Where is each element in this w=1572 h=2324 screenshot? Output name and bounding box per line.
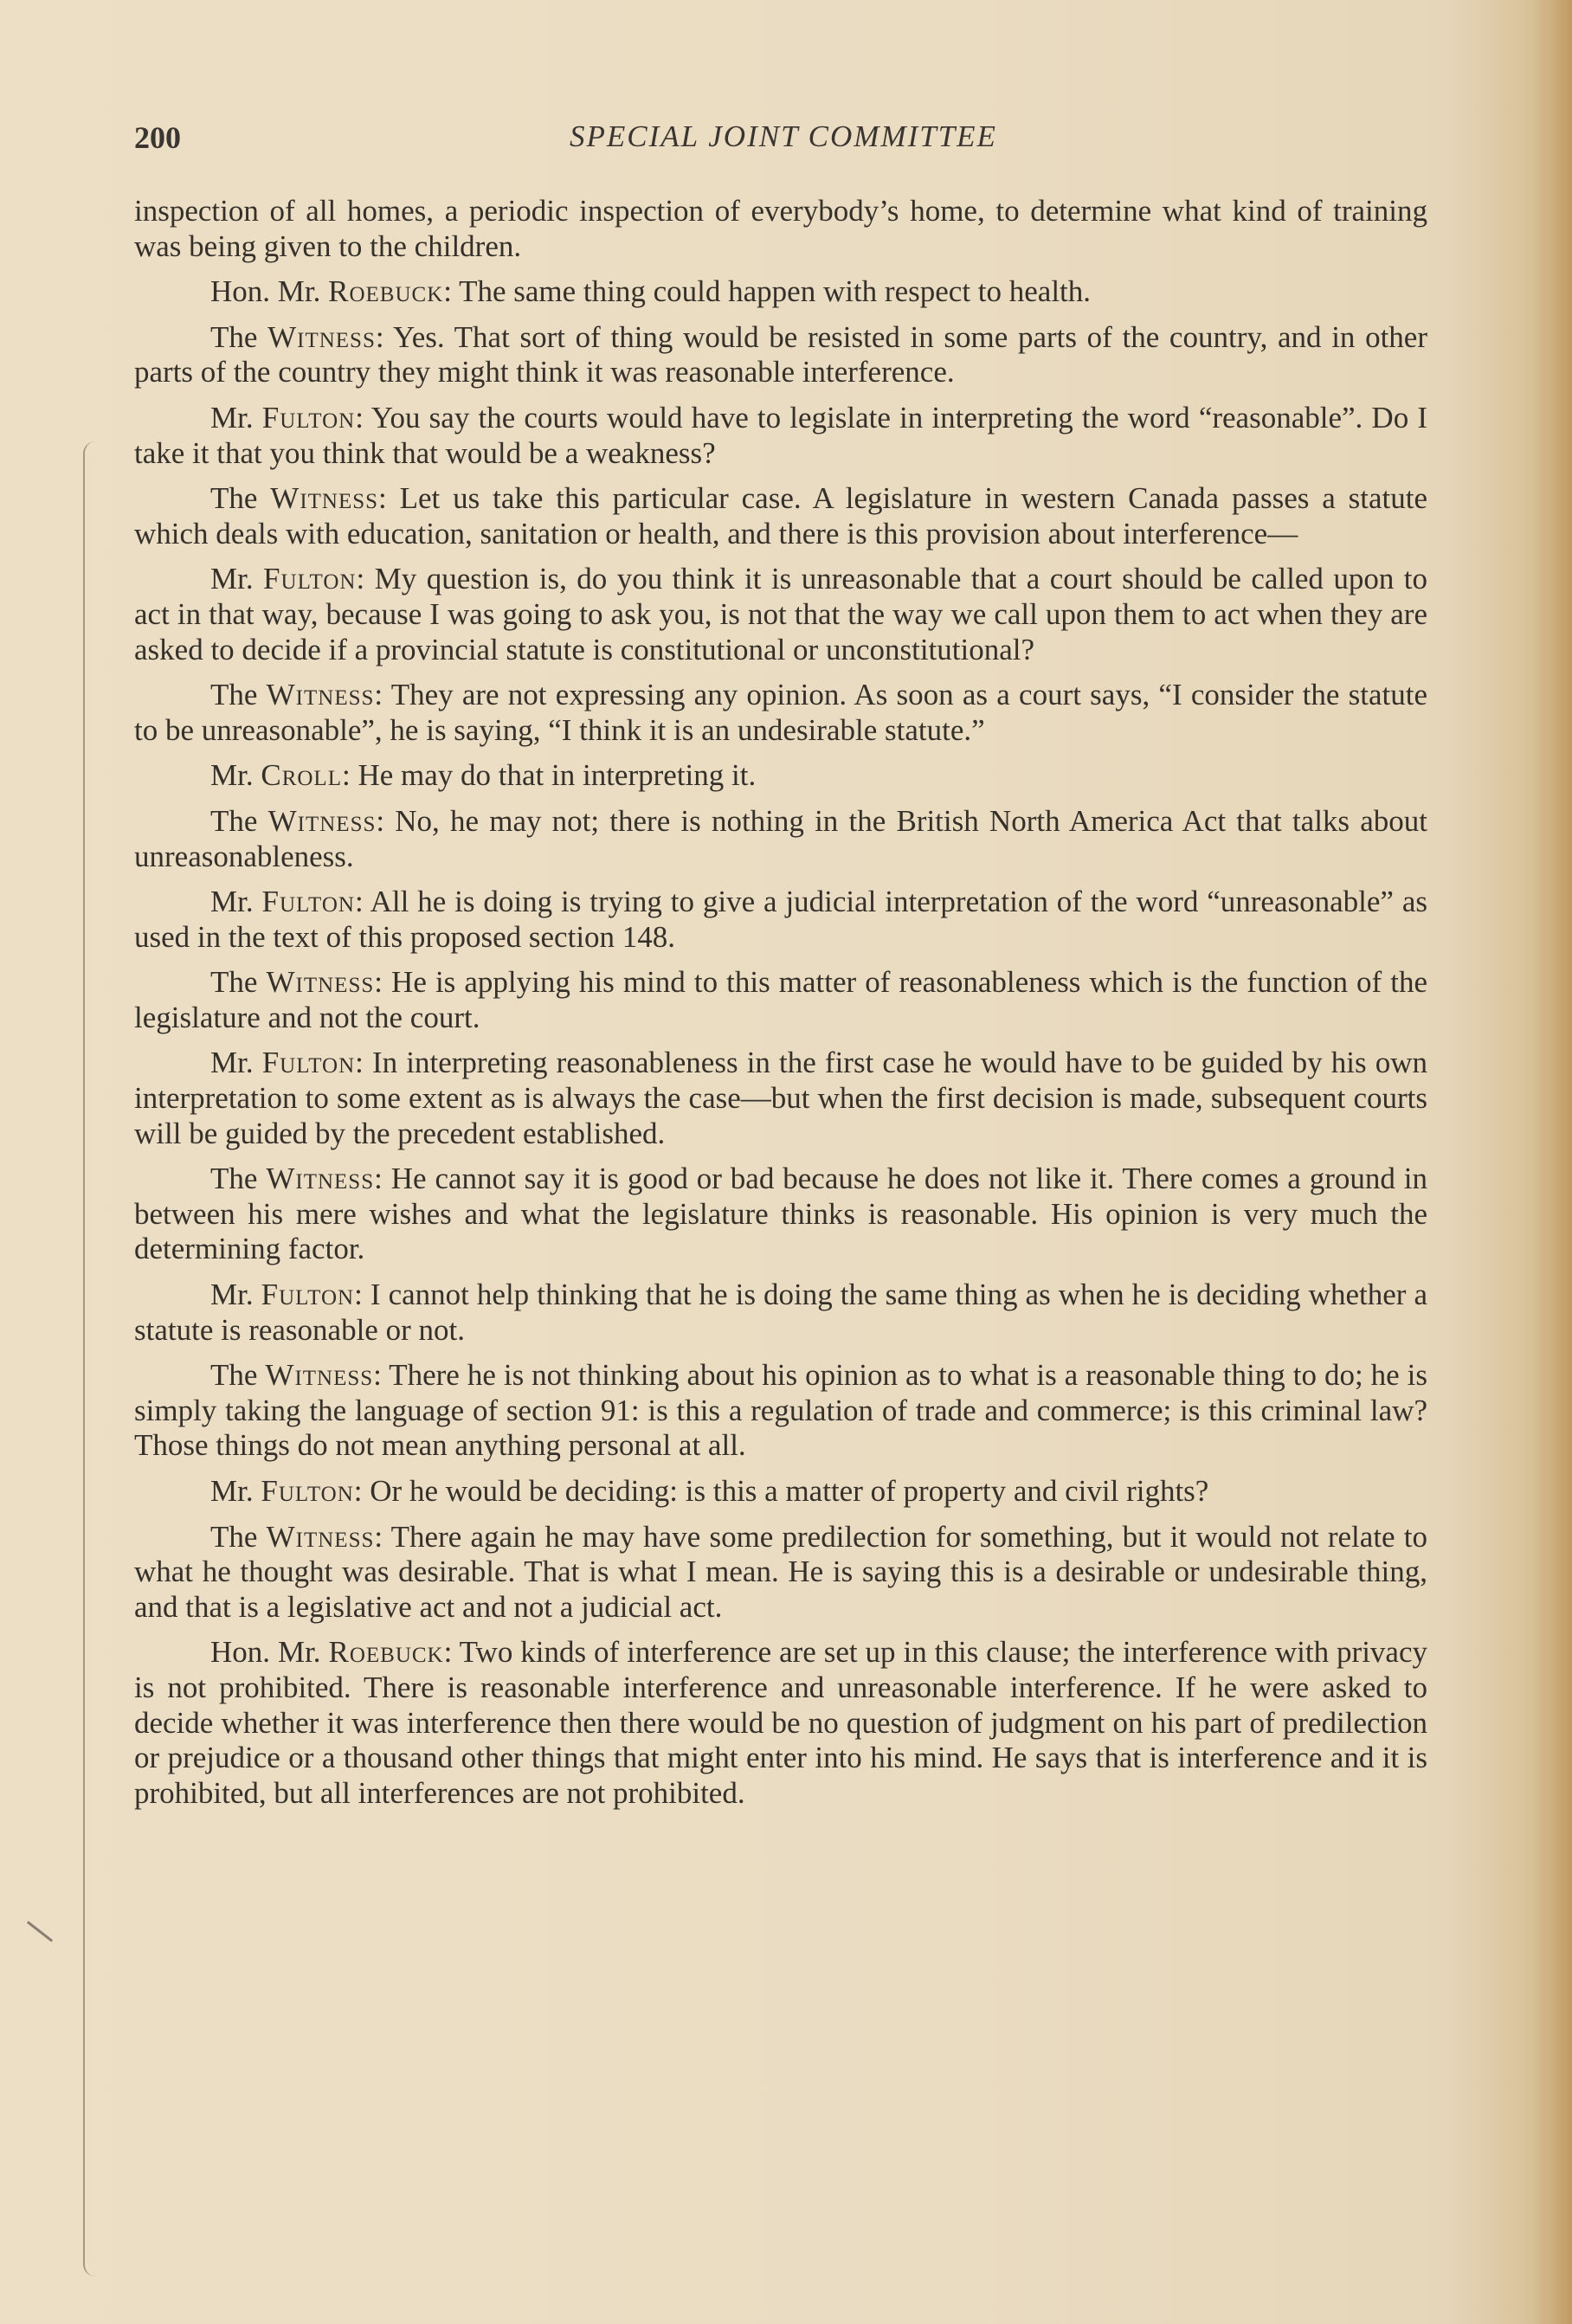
paragraph-text: : He may do that in interpreting it. xyxy=(341,758,757,793)
transcript-paragraph xyxy=(134,1162,1427,1267)
speaker-name: Fulton xyxy=(261,1474,354,1508)
speaker-title: The xyxy=(210,1162,267,1196)
speaker-name: Fulton xyxy=(261,400,356,435)
margin-pencil-mark xyxy=(27,1921,53,1942)
transcript-paragraph xyxy=(134,481,1427,551)
page-edge-shading xyxy=(1536,0,1572,2324)
speaker-name: Witness xyxy=(266,1519,375,1554)
page-header xyxy=(134,119,1433,163)
paragraph-text: : All he is doing is trying to give a judicial interpretation of the word “unreasonable” as used in the text of this proposed section 148. xyxy=(134,885,1427,954)
paragraph-text: : I cannot help thinking that he is doing the same thing as when he is deciding whether a statute is reasonable or not. xyxy=(134,1278,1427,1347)
speaker-title: Mr. xyxy=(210,562,264,596)
paragraph-text: inspection of all homes, a periodic inspection of everybody’s home, to determine what kind of training was being given to the children. xyxy=(134,194,1427,263)
transcript-paragraph xyxy=(134,1635,1427,1811)
speaker-title: Hon. Mr. xyxy=(210,1635,329,1670)
speaker-name: Croll xyxy=(261,758,342,793)
page-number: 200 xyxy=(134,120,181,155)
speaker-title: The xyxy=(210,965,267,1000)
speaker-name: Fulton xyxy=(261,1278,355,1312)
transcript-paragraph xyxy=(134,401,1427,471)
speaker-title: Mr. xyxy=(210,758,261,793)
running-title: SPECIAL JOINT COMMITTEE xyxy=(570,119,997,153)
transcript-paragraph xyxy=(134,1358,1427,1464)
paragraph-text: : They are not expressing any opinion. As soon as a court says, “I consider the statute to be unreasonable”, he is saying, “I think it is an undesirable statute.” xyxy=(134,678,1427,747)
paragraph-text: : My question is, do you think it is unreasonable that a court should be called upon to act in that way, because I was going to ask you, is not that the way we call upon them to act when they are asked to decide if a provincial statute is constitutional or unconstitutional? xyxy=(134,562,1427,666)
paragraph-text: : The same thing could happen with respect to health. xyxy=(443,274,1092,309)
paragraph-text: : He cannot say it is good or bad because he does not like it. There comes a ground in between his mere wishes and what the legislature thinks is reasonable. His opinion is very much the determining factor. xyxy=(134,1162,1427,1266)
transcript-paragraph xyxy=(134,758,1427,794)
speaker-title: Hon. Mr. xyxy=(210,274,329,309)
paragraph-text: : Yes. That sort of thing would be resisted in some parts of the country, and in other parts of the country they might think it was reasonable interference. xyxy=(134,319,1427,389)
speaker-title: The xyxy=(210,678,267,712)
paragraph-text: : You say the courts would have to legislate in interpreting the word “reasonable”. Do I take it that you think that would be a weakness? xyxy=(134,400,1427,470)
paragraph-text: : Or he would be deciding: is this a matter of property and civil rights? xyxy=(353,1474,1209,1508)
transcript-paragraph xyxy=(134,965,1427,1035)
transcript-paragraph xyxy=(134,1520,1427,1626)
speaker-title: Mr. xyxy=(210,1278,261,1312)
speaker-name: Witness xyxy=(267,803,377,838)
speaker-name: Fulton xyxy=(261,1046,356,1080)
transcript-body xyxy=(134,194,1427,1821)
transcript-paragraph xyxy=(134,678,1427,748)
paragraph-text: : Let us take this particular case. A legislature in western Canada passes a statute which deals with education, sanitation or health, and there is this provision about interference— xyxy=(134,481,1427,550)
speaker-title: The xyxy=(210,481,271,516)
transcript-paragraph xyxy=(134,1046,1427,1151)
transcript-paragraph xyxy=(134,194,1427,264)
transcript-paragraph xyxy=(134,274,1427,310)
speaker-title: Mr. xyxy=(210,885,262,919)
speaker-name: Fulton xyxy=(263,562,357,596)
speaker-name: Roebuck xyxy=(328,274,444,309)
transcript-paragraph xyxy=(134,1278,1427,1348)
paragraph-text: : He is applying his mind to this matter of reasonableness which is the function of the legislature and not the court. xyxy=(134,965,1428,1034)
speaker-name: Roebuck xyxy=(328,1635,444,1670)
margin-pencil-bracket xyxy=(83,441,111,2276)
speaker-title: Mr. xyxy=(210,1046,262,1080)
speaker-title: Mr. xyxy=(210,1474,261,1508)
speaker-name: Fulton xyxy=(261,885,355,919)
speaker-name: Witness xyxy=(270,481,379,516)
paragraph-text: : There he is not thinking about his opinion as to what is a reasonable thing to do; he is simply taking the language of section 91: is this a regulation of trade and commerce; is this criminal law? Those things do not mean anything personal at all. xyxy=(134,1358,1428,1463)
speaker-name: Witness xyxy=(266,965,375,1000)
transcript-paragraph xyxy=(134,804,1427,874)
paragraph-text: : No, he may not; there is nothing in the British North America Act that talks about unreasonableness. xyxy=(134,803,1427,873)
speaker-title: The xyxy=(210,1519,267,1554)
speaker-name: Witness xyxy=(265,1358,374,1393)
speaker-title: Mr. xyxy=(210,400,262,435)
speaker-title: The xyxy=(210,319,268,354)
speaker-name: Witness xyxy=(266,1162,375,1196)
transcript-paragraph xyxy=(134,885,1427,955)
transcript-paragraph xyxy=(134,320,1427,390)
transcript-paragraph xyxy=(134,1474,1427,1510)
speaker-title: The xyxy=(210,1358,266,1393)
paragraph-text: : In interpreting reasonableness in the first case he would have to be guided by his own interpretation to some extent as is always the case—but when the first decision is made, subsequent courts will be guided by the precedent established. xyxy=(134,1046,1427,1150)
transcript-paragraph xyxy=(134,562,1427,667)
speaker-name: Witness xyxy=(267,319,376,354)
speaker-title: The xyxy=(210,803,268,838)
paragraph-text: : There again he may have some predilection for something, but it would not relate to what he thought was desirable. That is what I mean. He is saying this is a desirable or undesirable thing, and that is a legislative act and not a judicial act. xyxy=(134,1519,1427,1624)
paragraph-text: : Two kinds of interference are set up in this clause; the interference with privacy is not prohibited. There is reasonable interference and unreasonable interference. If he were asked to decide whether it was interference then there would be no question of judgment on his part of predilection or prejudice or a thousand other things that might enter into his mind. He says that is interference and it is prohibited, but all interferences are not prohibited. xyxy=(134,1635,1427,1810)
speaker-name: Witness xyxy=(266,678,375,712)
